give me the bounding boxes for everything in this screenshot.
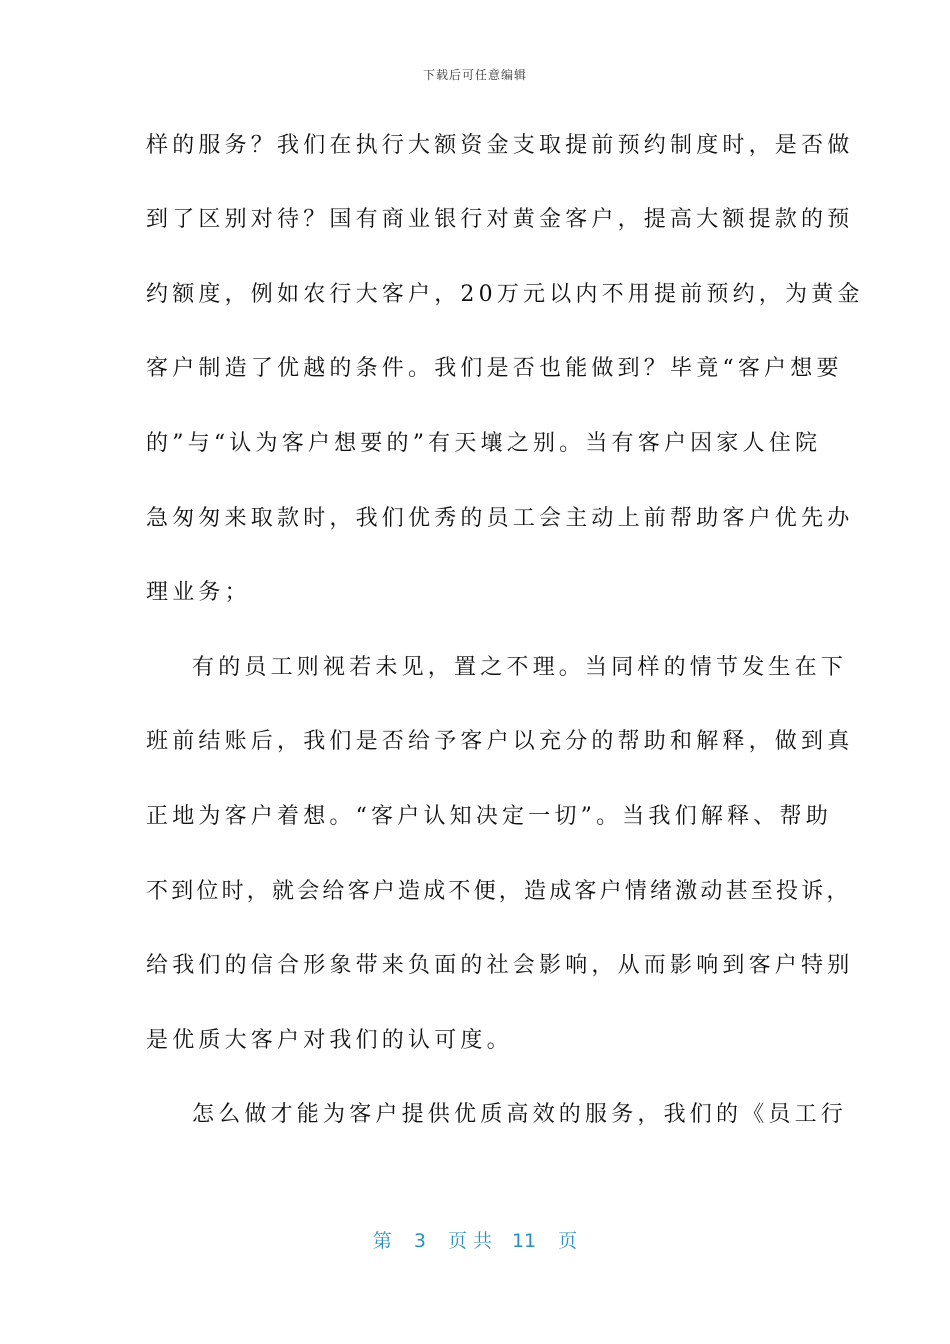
- text-line: 不到位时，就会给客户造成不便，造成客户情绪激动甚至投诉，: [146, 879, 852, 904]
- text-line: 约额度，例如农行大客户，20万元以内不用提前预约，为黄金: [146, 282, 864, 307]
- text-line: 理业务；: [146, 580, 251, 605]
- text-line: 客户制造了优越的条件。我们是否也能做到？毕竟“客户想要: [146, 356, 843, 381]
- page-footer: [0, 1226, 950, 1253]
- text-line: 是优质大客户对我们的认可度。: [146, 1028, 513, 1053]
- footer-suffix: 页: [558, 1230, 578, 1252]
- paragraph-first-line: 怎么做才能为客户提供优质高效的服务，我们的《员工行: [192, 1102, 848, 1127]
- paragraph-first-line: 有的员工则视若未见，置之不理。当同样的情节发生在下: [192, 655, 848, 680]
- text-line: 正地为客户着想。“客户认知决定一切”。当我们解释、帮助: [146, 804, 832, 829]
- text-line: 班前结账后，我们是否给予客户以充分的帮助和解释，做到真: [146, 729, 854, 754]
- footer-total-pages: 11: [511, 1230, 537, 1252]
- footer-current-page: 3: [413, 1230, 426, 1252]
- text-line: 样的服务？我们在执行大额资金支取提前预约制度时，是否做: [146, 133, 854, 158]
- text-line: 的”与“认为客户想要的”有天壤之别。当有客户因家人住院: [146, 431, 822, 456]
- footer-middle: 页共: [447, 1230, 498, 1252]
- text-line: 到了区别对待？国有商业银行对黄金客户，提高大额提款的预: [146, 207, 854, 232]
- page-header-note: 下载后可任意编辑: [422, 68, 527, 82]
- footer-prefix: 第: [372, 1230, 392, 1252]
- text-line: 急匆匆来取款时，我们优秀的员工会主动上前帮助客户优先办: [146, 506, 854, 531]
- text-line: 给我们的信合形象带来负面的社会影响，从而影响到客户特别: [146, 953, 854, 978]
